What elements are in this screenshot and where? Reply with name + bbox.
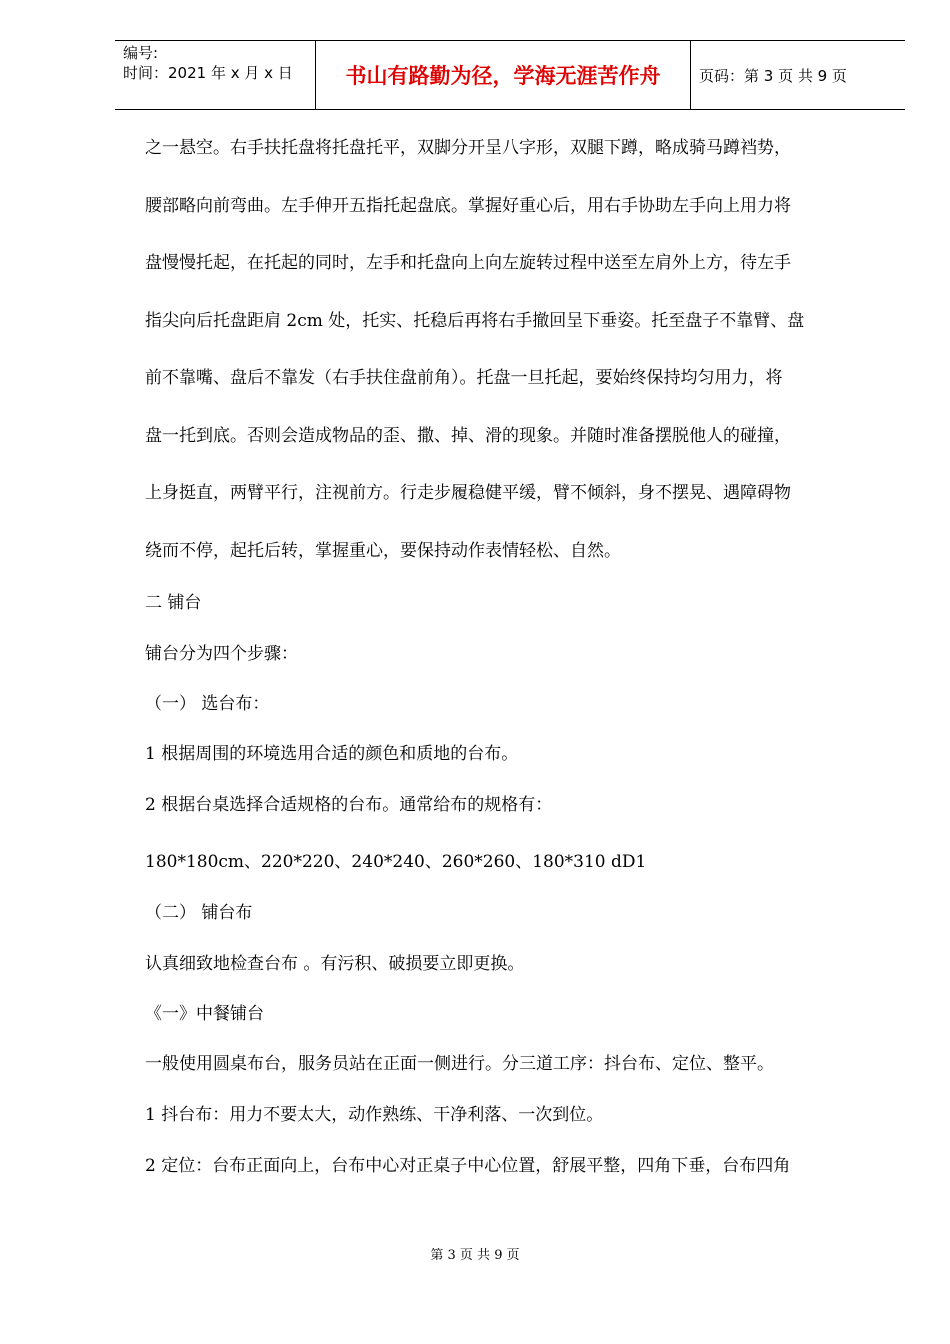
body-line: 铺台分为四个步骤：	[145, 644, 298, 664]
body-line: 1 根据周围的环境选用合适的颜色和质地的台布。	[145, 744, 519, 764]
page-header	[115, 40, 905, 110]
body-line: 盘慢慢托起，在托起的同时，左手和托盘向上向左旋转过程中送至左肩外上方，待左手	[145, 253, 791, 273]
header-motto-cell	[316, 41, 691, 109]
page-footer: 第 3 页 共 9 页	[430, 1248, 520, 1263]
body-line: 1 抖台布：用力不要太大，动作熟练、干净利落、一次到位。	[145, 1105, 604, 1125]
body-line: 前不靠嘴、盘后不靠发（右手扶住盘前角）。托盘一旦托起，要始终保持均匀用力，将	[145, 368, 783, 388]
header-page-cell	[691, 41, 905, 109]
body-line: 180*180cm、220*220、240*240、260*260、180*310 dD1	[145, 852, 647, 872]
body-line: 绕而不停，起托后转，掌握重心，要保持动作表情轻松、自然。	[145, 541, 621, 561]
body-line: 盘一托到底。否则会造成物品的歪、撒、掉、滑的现象。并随时准备摆脱他人的碰撞，	[145, 426, 791, 446]
body-line: 之一悬空。右手扶托盘将托盘托平，双脚分开呈八字形，双腿下蹲，略成骑马蹲裆势，	[145, 138, 791, 158]
subsection-heading: 《一》中餐铺台	[145, 1004, 264, 1024]
subsection-heading: （二） 铺台布	[145, 903, 253, 923]
body-line: 腰部略向前弯曲。左手伸开五指托起盘底。掌握好重心后，用右手协助左手向上用力将	[145, 196, 791, 216]
header-meta-cell	[115, 41, 316, 109]
body-line: 一般使用圆桌布台，服务员站在正面一侧进行。分三道工序：抖台布、定位、整平。	[145, 1054, 774, 1074]
body-line: 指尖向后托盘距肩 2cm 处，托实、托稳后再将右手撤回呈下垂姿。托至盘子不靠臂、盘	[145, 311, 805, 331]
number-label: 编号:	[123, 44, 159, 62]
motto-text: 书山有路勤为径，学海无涯苦作舟	[345, 64, 661, 88]
body-line: 认真细致地检查台布 。有污积、破损要立即更换。	[145, 954, 525, 974]
body-line: 2 根据台桌选择合适规格的台布。通常给布的规格有：	[145, 795, 553, 815]
section-heading: 二 铺台	[145, 593, 202, 613]
time-label: 时间：2021 年 x 月 x 日	[123, 64, 293, 82]
subsection-heading: （一） 选台布：	[145, 694, 270, 714]
page-info: 页码：第 3 页 共 9 页	[699, 67, 847, 85]
body-line: 2 定位：台布正面向上，台布中心对正桌子中心位置，舒展平整，四角下垂，台布四角	[145, 1156, 791, 1176]
body-line: 上身挺直，两臂平行，注视前方。行走步履稳健平缓，臂不倾斜，身不摆晃、遇障碍物	[145, 483, 791, 503]
